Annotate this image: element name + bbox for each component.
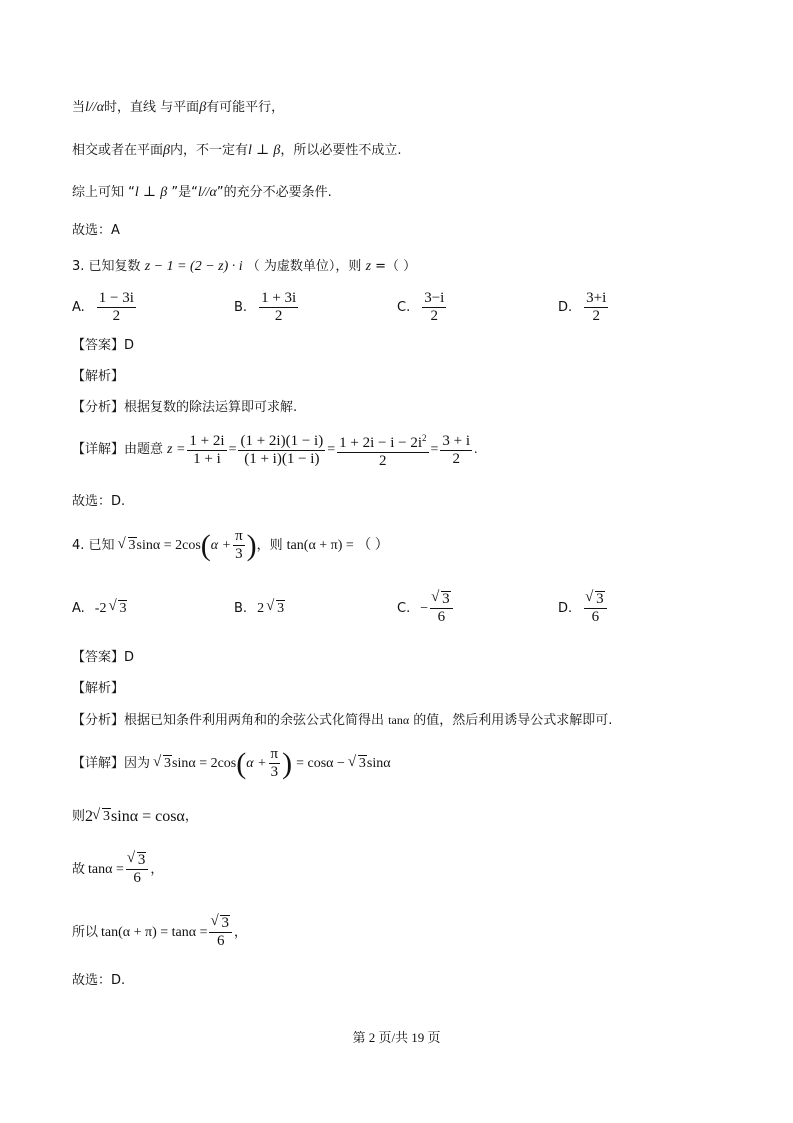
denominator: 6: [584, 608, 607, 626]
question-3: [72, 258, 416, 276]
text: ，: [184, 809, 198, 824]
fraction-2: [238, 433, 325, 468]
analysis-3: [72, 399, 297, 417]
choice-text: 故选：D.: [72, 973, 126, 988]
analysis-tag-4: [72, 680, 124, 698]
numerator: π: [270, 746, 279, 762]
math-perp: ⊥: [256, 143, 270, 158]
option-a: [72, 290, 138, 325]
option-label: D.: [558, 300, 573, 315]
numerator: 3−i: [424, 290, 445, 306]
numerator: 1 + 2i: [189, 432, 225, 449]
math-expr: tan(α + π) = （ ）: [286, 537, 389, 553]
denominator: 2: [440, 450, 472, 468]
text: ，所以必要性不成立.: [280, 143, 402, 158]
denominator: 6: [126, 869, 149, 887]
math-beta: β: [273, 143, 281, 158]
option-c: [397, 290, 448, 325]
sqrt: [267, 600, 285, 617]
coefficient: -2: [94, 600, 107, 616]
fraction-pi-3: [233, 528, 245, 563]
choice-3: [72, 493, 125, 511]
text-line-2: [72, 142, 401, 160]
question-prefix: 3. 已知复数: [72, 259, 141, 274]
text: ，则: [256, 537, 283, 553]
option-a: [72, 600, 127, 617]
option-fraction: [584, 290, 608, 325]
fraction-4: [440, 433, 472, 468]
sqrt-3: [349, 755, 367, 773]
denominator: 1 + i: [187, 450, 226, 468]
math-beta: β: [163, 143, 170, 158]
choice-text: 故选：A: [72, 223, 120, 238]
math-l: l: [134, 185, 139, 200]
math-alpha: α: [209, 185, 217, 200]
detail-label: 【详解】由题意: [72, 442, 164, 457]
denominator: 6: [209, 932, 232, 950]
option-fraction: [430, 591, 453, 626]
analysis-tag: 【解析】: [72, 369, 125, 384]
math-alpha: α +: [210, 537, 232, 553]
text: 综上可知 “: [72, 185, 135, 200]
text: （ 为虚数单位），则: [246, 259, 362, 274]
text: ”是“: [167, 185, 198, 200]
answer-3: [72, 337, 134, 355]
radicand: 3: [221, 915, 229, 931]
text: 时，直线 与平面: [104, 100, 200, 115]
text: 则: [72, 809, 86, 824]
text: 所以: [72, 924, 99, 940]
denominator: 2: [422, 307, 446, 325]
option-fraction: [584, 591, 607, 626]
fraction-3: [337, 430, 428, 470]
radicand: 3: [103, 809, 111, 824]
text: 故: [72, 861, 86, 877]
numerator: 1 + 2i − i − 2i: [339, 435, 422, 451]
radicand: 3: [128, 537, 136, 553]
detail-label: 【详解】因为: [72, 755, 151, 771]
question-prefix: 4. 已知: [72, 537, 115, 553]
text: 当: [72, 100, 86, 115]
step-3: [72, 915, 247, 950]
radicand: 3: [358, 755, 366, 771]
math-l: l: [248, 143, 252, 158]
period: .: [474, 442, 478, 457]
choice-4: [72, 972, 125, 990]
numerator: 3+i: [586, 290, 607, 306]
math-expr: = cosα −: [296, 755, 345, 771]
step-1: [72, 808, 198, 826]
math-z: z: [365, 259, 372, 274]
math-expr: tanα =: [88, 861, 124, 877]
sqrt: [109, 600, 127, 617]
option-fraction: [259, 290, 298, 325]
math-alpha: α +: [246, 755, 267, 771]
math-expr: z − 1 = (2 − z) · i: [144, 259, 243, 274]
math-tan: tanα: [388, 713, 410, 727]
page-footer: 第 2 页/共 19 页: [352, 1030, 441, 1045]
analysis-text: 的值，然后利用诱导公式求解即可.: [413, 713, 613, 728]
text: 内，不一定有: [170, 143, 249, 158]
sign: −: [420, 600, 429, 616]
fraction-root3-6: [209, 915, 232, 950]
fraction-1: [187, 433, 226, 468]
fraction-root3-6: [126, 852, 149, 887]
math-l: l: [197, 185, 202, 200]
option-b: [234, 600, 285, 617]
math-beta: β: [160, 185, 168, 200]
sqrt-3: [93, 808, 111, 826]
math-alpha: α: [96, 100, 105, 115]
denominator: 3: [233, 545, 245, 563]
text-line-1: [72, 99, 284, 117]
math-expr: sinα = 2cos: [136, 537, 201, 553]
option-label: B.: [234, 601, 248, 616]
text: 相交或者在平面: [72, 143, 164, 158]
math-perp: ⊥: [142, 185, 157, 200]
numerator: 1 + 3i: [261, 290, 297, 306]
sqrt-3: [154, 755, 172, 773]
numerator: 1 − 3i: [98, 290, 134, 306]
option-d: [558, 290, 610, 325]
detail-3: 【详解】由题意 z = $\frac{1 + 2i}{1 + i}$ = $\frac{(1 + 2i)(1 - i)}{(1 + i)(1 - i)}$ = $\frac{1 + 2i - i - 2i^2}{2}$ = $\frac{3 + i}{2}$ .: [72, 430, 478, 470]
text: 有可能平行，: [206, 100, 285, 115]
exponent: 2: [422, 433, 427, 443]
math-z: z =: [167, 442, 186, 457]
step-2: [72, 852, 163, 887]
text: ，: [150, 861, 164, 877]
option-label: C.: [397, 300, 411, 315]
math-l: l: [85, 100, 89, 115]
answer-text: 【答案】D: [72, 650, 135, 665]
sqrt-3: [119, 537, 137, 555]
option-label: B.: [234, 300, 248, 315]
radicand: 3: [596, 591, 604, 607]
denominator: 2: [97, 307, 136, 325]
option-label: C.: [397, 601, 411, 616]
option-label: D.: [558, 601, 573, 616]
question-4: 4. 已知 √ 3 sinα = 2cos ( α + $\frac{\pi}{3}$ ) ，则 tan(α + π) = （ ）: [72, 528, 389, 563]
denominator: 6: [430, 608, 453, 626]
denominator: 2: [259, 307, 298, 325]
option-b: [234, 290, 300, 325]
analysis-tag: 【解析】: [72, 681, 125, 696]
analysis-4: [72, 711, 612, 730]
text: ，: [233, 924, 247, 940]
analysis-text: 【分析】根据已知条件利用两角和的余弦公式化简得出: [72, 713, 385, 728]
text-line-3: [72, 184, 332, 202]
option-fraction: [422, 290, 446, 325]
radicand: 3: [442, 591, 450, 607]
radicand: 3: [119, 601, 127, 616]
fraction-pi-3: [269, 746, 281, 781]
numerator: 3 + i: [442, 432, 471, 449]
math-beta: β: [199, 100, 207, 115]
numerator: (1 + 2i)(1 − i): [240, 432, 324, 449]
math-parallel: //: [88, 100, 97, 115]
numerator: π: [235, 528, 243, 544]
radicand: 3: [277, 601, 285, 616]
detail-4: 【详解】因为 √ 3 sinα = 2cos ( α + $\frac{\pi}{3}$ ) = cosα − √ 3 sinα: [72, 746, 391, 781]
choice-line: [72, 222, 120, 240]
answer-text: 【答案】D: [72, 338, 135, 353]
analysis-tag-3: [72, 368, 124, 386]
math-expr: tan(α + π) = tanα =: [101, 924, 208, 940]
option-label: A.: [72, 601, 85, 616]
denominator: 3: [269, 763, 281, 781]
denominator: 2: [584, 307, 608, 325]
radicand: 3: [137, 852, 146, 868]
text: ”的充分不必要条件.: [216, 185, 332, 200]
math-expr: sinα = cosα: [111, 808, 185, 825]
radicand: 3: [164, 755, 172, 771]
coefficient: 2: [257, 600, 265, 616]
answer-4: [72, 649, 134, 667]
coefficient: 2: [85, 808, 94, 825]
math-expr: sinα: [366, 755, 391, 771]
option-fraction: [97, 290, 136, 325]
denominator: 2: [337, 452, 428, 470]
choice-text: 故选：D.: [72, 494, 126, 509]
option-label: A.: [72, 300, 85, 315]
option-c: [397, 591, 455, 626]
text: =（ ）: [375, 259, 417, 274]
math-expr: sinα = 2cos: [172, 755, 237, 771]
math-parallel: //: [201, 185, 210, 200]
analysis-text: 【分析】根据复数的除法运算即可求解.: [72, 400, 298, 415]
denominator: (1 + i)(1 − i): [238, 450, 325, 468]
option-d: [558, 591, 609, 626]
